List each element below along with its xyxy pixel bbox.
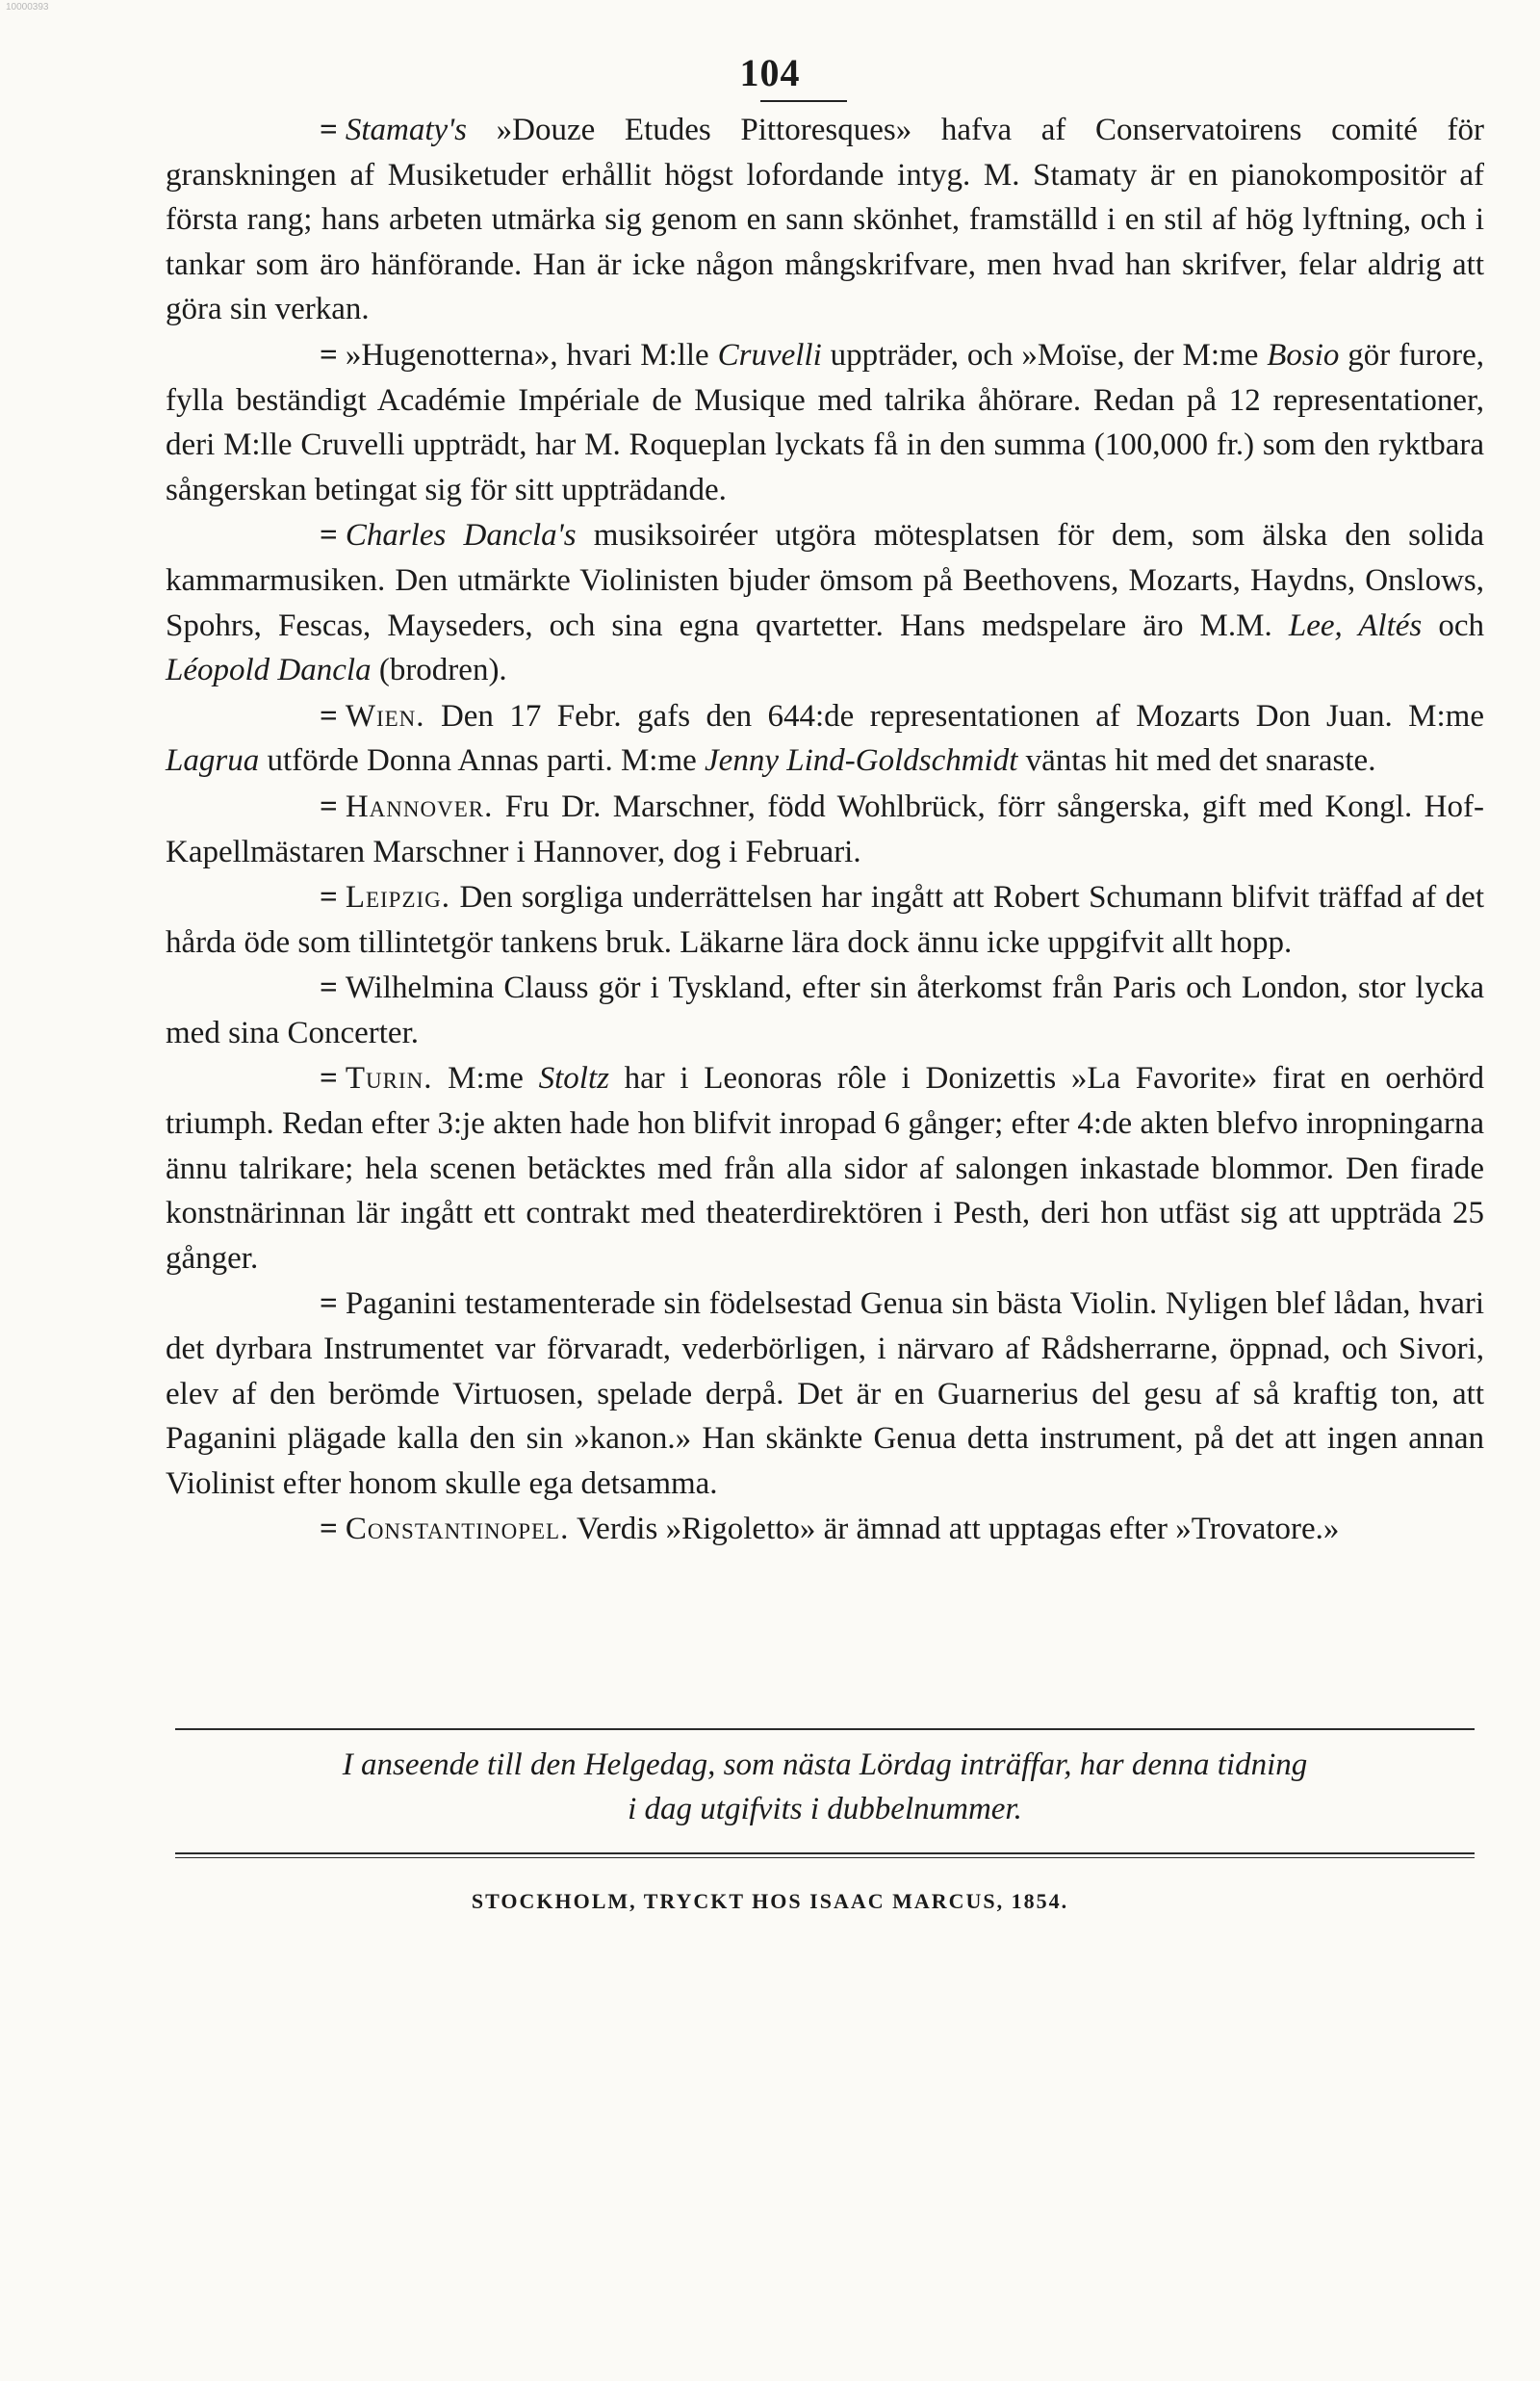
text-span: Verdis »Rigoletto» är ämnad att upptagas efter »Trovatore.» <box>569 1512 1340 1547</box>
section-separator: = <box>320 1061 336 1097</box>
paragraph-turin <box>166 1056 1484 1281</box>
text-span: Hannover. <box>345 789 494 824</box>
text-span: musiksoiréer utgöra mötesplatsen för dem, som älska den solida kammarmusiken. Den utmärkte Violinisten bjuder ömsom på Beethovens, Mozarts, Haydns, Onslows, Spohrs, Fescas, Mayseders, och sina egna qvartetter. Hans medspelare äro M.M. <box>166 518 1484 643</box>
paragraph-clauss <box>166 966 1484 1055</box>
section-separator: = <box>320 1512 336 1547</box>
printer-imprint: STOCKHOLM, TRYCKT HOS ISAAC MARCUS, 1854. <box>471 1889 1069 1913</box>
text-span: Lee, Altés <box>1288 608 1423 643</box>
text-span: Leipzig. <box>345 880 451 916</box>
text-span: »Hugenotterna», hvari M:lle <box>345 337 718 373</box>
text-span: Wien. <box>345 698 425 734</box>
text-span: och <box>1422 608 1484 643</box>
text-span: väntas hit med det snaraste. <box>1017 743 1376 779</box>
text-span: Jenny Lind-Goldschmidt <box>705 743 1018 779</box>
notice-line-1: I anseende till den Helgedag, som nästa Lördag inträffar, har denna tidning <box>342 1747 1308 1782</box>
paragraph-dancla <box>166 513 1484 692</box>
paragraph-paganini <box>166 1281 1484 1506</box>
paragraph-hugenotterna <box>166 333 1484 512</box>
text-span: Turin. <box>345 1061 433 1097</box>
text-span: utförde Donna Annas parti. M:me <box>259 743 706 779</box>
section-separator: = <box>320 113 336 147</box>
paragraph-constantinopel <box>166 1507 1484 1552</box>
section-separator: = <box>320 880 336 916</box>
text-span: Bosio <box>1267 337 1340 373</box>
text-span: Stamaty's <box>345 113 468 147</box>
text-span: Wilhelmina Clauss gör i Tyskland, efter sin återkomst från Paris och London, stor lycka med sina Concerter. <box>166 971 1484 1050</box>
paragraph-stamaty <box>166 108 1484 332</box>
section-separator: = <box>320 337 336 373</box>
text-span: Den 17 Febr. gafs den 644:de representationen af Mozarts Don Juan. M:me <box>424 698 1484 734</box>
paragraph-wien <box>166 694 1484 784</box>
text-span: Lagrua <box>166 743 260 779</box>
text-span: Stoltz <box>538 1061 609 1097</box>
text-span: gör furore, fylla beständigt Académie Impériale de Musique med talrika åhörare. Redan på 12 representationer, deri M:lle Cruvelli uppträdt, har M. Roqueplan lyckats få in den summa (100,000 fr.) som den ryktbara sångerskan betingat sig för sitt uppträdande. <box>166 337 1485 507</box>
section-separator: = <box>320 518 336 554</box>
text-span: M:me <box>432 1061 539 1097</box>
notice-line-2: i dag utgifvits i dubbelnummer. <box>628 1792 1022 1826</box>
text-span: har i Leonoras rôle i Donizettis »La Favorite» firat en oerhörd triumph. Redan efter 3:je akten hade hon blifvit inropad 6 gånger; efter 4:de akten blefvo inropningarna ännu talrikare; hela scenen betäcktes med från alla sidor af salongen inkastade blommor. Den firade konstnärinnan lär ingått ett contrakt med theaterdirektören i Pesth, deri hon utfäst sig att uppträda 25 gånger. <box>166 1061 1484 1276</box>
text-span: Constantinopel. <box>345 1512 570 1547</box>
imprint-rule-thick <box>175 1852 1475 1854</box>
text-span: uppträder, och »Moïse, der M:me <box>821 337 1268 373</box>
text-span: »Douze Etudes Pittoresques» hafva af Conservatoirens comité för granskningen af Musiketuder erhållit högst lofordande intyg. M. Stamaty är en pianokompositör af första rang; hans arbeten utmärka sig genom en sann skönhet, framställd i en stil af hög lyftning, och i tankar som äro hänförande. Han är icke någon mångskrifvare, men hvad han skrifver, felar aldrig att göra sin verkan. <box>166 113 1484 327</box>
paragraph-hannover <box>166 785 1484 874</box>
imprint-rule-thin <box>175 1857 1475 1858</box>
section-separator: = <box>320 698 336 734</box>
article-body <box>166 108 1484 1553</box>
page-number-rule <box>760 100 847 102</box>
section-separator: = <box>320 1286 336 1322</box>
notice-top-rule <box>175 1728 1475 1730</box>
page-id: 10000393 <box>6 2 49 13</box>
paragraph-leipzig <box>166 875 1484 965</box>
section-separator: = <box>320 971 336 1006</box>
text-span: Léopold Dancla <box>166 653 372 688</box>
text-span: Den sorgliga underrättelsen har ingått att Robert Schumann blifvit träffad af det hårda öde som tillintetgör tankens bruk. Läkarne lära dock ännu icke uppgifvit allt hopp. <box>166 880 1484 960</box>
text-span: Paganini testamenterade sin födelsestad Genua sin bästa Violin. Nyligen blef lådan, hvari det dyrbara Instrumentet var förvaradt, vederbörligen, i närvaro af Rådsherrarne, öppnad, och Sivori, elev af den berömde Virtuosen, spelade derpå. Det är en Guarnerius del gesu af så kraftig ton, att Paganini plägade kalla den sin »kanon.» Han skänkte Genua detta instrument, på det att ingen annan Violinist efter honom skulle ega detsamma. <box>166 1286 1484 1501</box>
section-separator: = <box>320 789 336 824</box>
notice <box>166 1743 1484 1831</box>
text-span: Cruvelli <box>717 337 822 373</box>
text-span: Charles Dancla's <box>345 518 577 554</box>
page-number: 104 <box>739 51 801 94</box>
text-span: Fru Dr. Marschner, född Wohlbrück, förr sångerska, gift med Kongl. Hof-Kapellmästaren Marschner i Hannover, dog i Februari. <box>166 789 1484 869</box>
text-span: (brodren). <box>371 653 507 688</box>
